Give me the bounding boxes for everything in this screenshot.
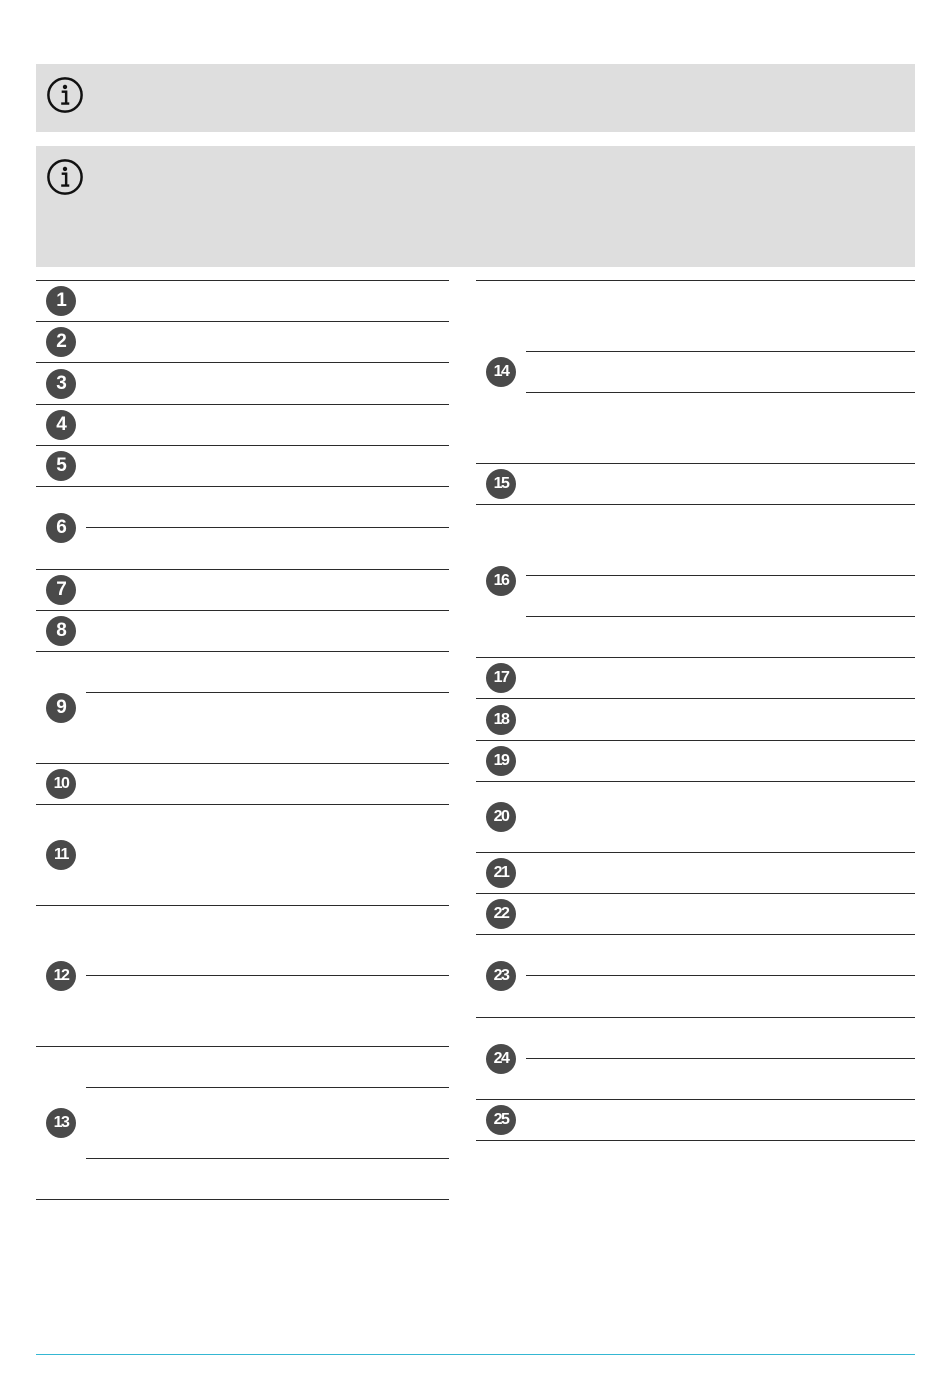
info-icon — [46, 76, 84, 114]
number-badge: 6 — [46, 513, 76, 543]
sub-divider — [526, 975, 915, 976]
legend-row — [476, 504, 915, 657]
legend-row — [476, 740, 915, 781]
number-badge: 9 — [46, 693, 76, 723]
sub-divider — [86, 692, 449, 693]
info-note — [36, 64, 915, 132]
number-badge: 8 — [46, 616, 76, 646]
number-badge: 23 — [486, 961, 516, 991]
sub-divider — [526, 1058, 915, 1059]
legend-row — [36, 651, 449, 763]
number-badge: 19 — [486, 746, 516, 776]
legend-row — [36, 763, 449, 804]
legend-row — [36, 321, 449, 362]
number-badge: 20 — [486, 802, 516, 832]
footer-rule — [36, 1354, 915, 1355]
legend-row — [36, 804, 449, 905]
sub-divider — [86, 1087, 449, 1088]
legend-row — [36, 362, 449, 404]
sub-divider — [526, 575, 915, 576]
legend-row — [476, 1017, 915, 1099]
legend-column-left — [36, 280, 449, 1200]
legend-row — [36, 569, 449, 610]
sub-divider — [86, 975, 449, 976]
number-badge: 11 — [46, 840, 76, 870]
number-badge: 17 — [486, 663, 516, 693]
number-badge: 3 — [46, 369, 76, 399]
info-icon — [46, 158, 84, 196]
legend-row — [476, 1099, 915, 1141]
number-badge: 15 — [486, 469, 516, 499]
legend-row — [36, 404, 449, 445]
sub-divider — [86, 1158, 449, 1159]
number-badge: 14 — [486, 357, 516, 387]
number-badge: 7 — [46, 575, 76, 605]
legend-row — [476, 698, 915, 740]
legend-row — [476, 781, 915, 852]
number-badge: 4 — [46, 410, 76, 440]
number-badge: 21 — [486, 858, 516, 888]
number-badge: 2 — [46, 327, 76, 357]
number-badge: 16 — [486, 566, 516, 596]
sub-divider — [526, 616, 915, 617]
sub-divider — [86, 527, 449, 528]
number-badge: 24 — [486, 1044, 516, 1074]
legend-row — [36, 486, 449, 569]
sub-divider — [526, 392, 915, 393]
number-badge: 22 — [486, 899, 516, 929]
number-badge: 25 — [486, 1105, 516, 1135]
legend-row — [476, 852, 915, 893]
legend-row — [476, 934, 915, 1017]
info-note — [36, 146, 915, 267]
number-badge: 1 — [46, 286, 76, 316]
number-badge: 13 — [46, 1108, 76, 1138]
legend-row — [36, 1046, 449, 1200]
legend-row — [36, 280, 449, 321]
legend-row — [476, 893, 915, 934]
legend-row — [476, 463, 915, 504]
legend-row — [36, 610, 449, 651]
number-badge: 10 — [46, 769, 76, 799]
legend-row — [36, 905, 449, 1046]
legend-row — [476, 280, 915, 463]
legend-column-right — [476, 280, 915, 1141]
sub-divider — [526, 351, 915, 352]
number-badge: 12 — [46, 961, 76, 991]
number-badge: 18 — [486, 705, 516, 735]
legend-row — [476, 657, 915, 698]
number-badge: 5 — [46, 451, 76, 481]
legend-row — [36, 445, 449, 486]
